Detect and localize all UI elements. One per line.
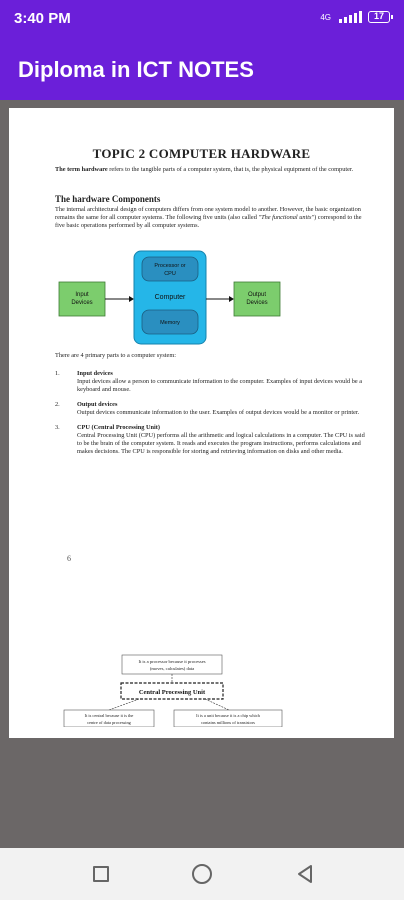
list-item-description: Central Processing Unit (CPU) performs all the arithmetic and logical calculations in a computer. The CPU is said to be the brain of the computer system. It reads and executes the program instructions, performs calculations and makes decisions. The CPU is responsible for storing and retrieving information on disks and other media.	[77, 432, 365, 455]
status-time: 3:40 PM	[14, 10, 71, 27]
processor-label-1: Processor or	[154, 263, 186, 269]
cpu-diagram	[59, 652, 284, 727]
list-item	[55, 401, 365, 417]
input-devices-box	[59, 282, 105, 316]
input-devices-label-1: Input	[75, 292, 89, 298]
list-item	[55, 370, 365, 394]
signal-icon	[339, 11, 362, 23]
list-item-description: Input devices allow a person to communicate information to the computer. Examples of input devices would be a keyboard and mouse.	[77, 378, 363, 393]
cpu-top-box	[122, 655, 222, 674]
recents-square-icon[interactable]	[93, 866, 109, 882]
arrowhead-output	[229, 296, 234, 302]
hardware-components-heading: The hardware Components	[55, 194, 161, 204]
list-item-number: 3.	[55, 424, 60, 431]
list-item-number: 1.	[55, 370, 60, 377]
battery-icon: 17	[368, 11, 390, 23]
intro-paragraph	[55, 166, 355, 174]
input-devices-label-2: Devices	[71, 300, 93, 306]
navigation-bar	[0, 848, 404, 900]
processor-label-2: CPU	[164, 271, 176, 277]
hw-text-part-2: ) correspond to the five basic operations performed by all computer systems.	[55, 214, 362, 229]
intro-term: The term hardware	[55, 166, 108, 173]
cpu-connector-left	[109, 699, 139, 710]
list-item	[55, 424, 365, 456]
primary-parts-text: There are 4 primary parts to a computer system:	[55, 352, 176, 359]
document-page[interactable]	[9, 108, 394, 738]
status-icons	[320, 11, 390, 23]
cpu-connector-right	[205, 699, 229, 710]
cpu-left-label-1: It is central because it is the	[84, 713, 134, 718]
output-devices-label-2: Devices	[246, 300, 268, 306]
output-devices-box	[234, 282, 280, 316]
hw-text-italic: "The functional units"	[258, 214, 315, 221]
cpu-left-label-2: centre of data processing	[87, 720, 131, 725]
list-item-description: Output devices communicate information to the user. Examples of output devices would be a monitor or printer.	[77, 409, 360, 416]
hw-text-part-1: The internal architectural design of computers differs from one system model to another. However, the basic organization remains the same for all computer systems. The following five units (also called	[55, 206, 361, 221]
arrowhead-input	[129, 296, 134, 302]
list-item-title: CPU (Central Processing Unit)	[77, 424, 160, 431]
processor-box	[142, 257, 198, 281]
intro-rest: refers to the tangible parts of a computer system, that is, the physical equipment of the computer.	[107, 166, 354, 173]
computer-units-diagram	[57, 248, 287, 348]
page-number: 6	[67, 554, 71, 563]
memory-label: Memory	[160, 320, 180, 326]
cpu-center-label: Central Processing Unit	[138, 689, 206, 696]
computer-label: Computer	[154, 294, 186, 301]
back-triangle-icon[interactable]	[296, 864, 314, 884]
status-bar	[0, 0, 404, 38]
list-item-number: 2.	[55, 401, 60, 408]
cpu-top-label-2: (moves, calculates) data	[149, 666, 195, 671]
cpu-right-label-1: It is a unit because it is a chip which	[196, 713, 260, 718]
app-bar	[0, 38, 404, 100]
primary-parts-list	[55, 370, 365, 463]
cpu-right-label-2: contains millions of transistors	[200, 720, 256, 725]
app-title: Diploma in ICT NOTES	[18, 57, 254, 82]
cpu-top-label-1: It is a processor because it processes	[138, 659, 206, 664]
output-devices-label-1: Output	[247, 292, 267, 298]
list-item-title: Output devices	[77, 401, 118, 408]
topic-title: TOPIC 2 COMPUTER HARDWARE	[92, 146, 311, 161]
home-circle-icon[interactable]	[192, 864, 212, 884]
network-type-icon: 4G	[320, 12, 331, 22]
hardware-components-paragraph	[55, 206, 365, 230]
list-item-title: Input devices	[77, 370, 113, 377]
